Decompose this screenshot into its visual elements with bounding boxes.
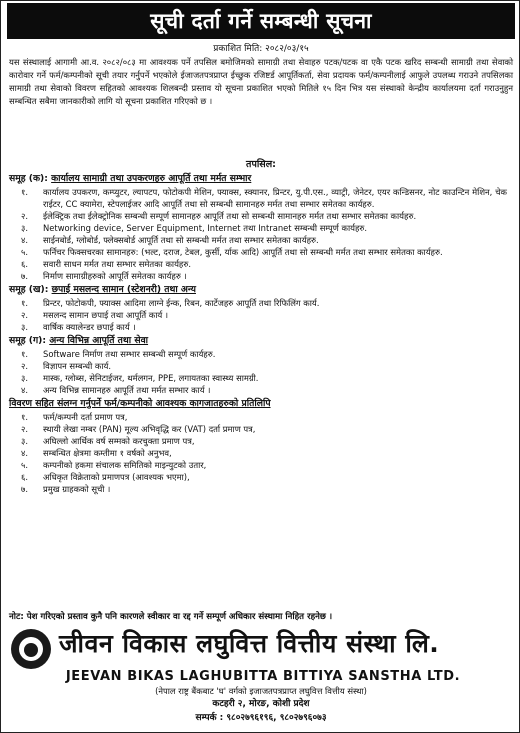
list-item — [9, 360, 513, 372]
intro-paragraph: यस संस्थालाई आगामी आ.व. २०८२/०८३ मा आवश्यक पर्ने तपसिल बमोजिमको सामाग्री तथा सेवाहरु पटक/पटक वा एकै पटक खरिद सम्बन्धी सामाग्री तथा सेवाको कारोवार गर्ने फर्म/कम्पनीको सूची तयार गर्नुपर्ने भएकोले ईजाजतपत्रप्राप्त ईच्छुक रजिष्टर्ड आपूर्तिकर्ता, सेवा प्रदायक फर्म/कम्पनीलाई आफुले उपलब्ध गराउने तपसिलका सामाग्री तथा सेवाको विवरण सहितको आवश्यक शिलबन्दी प्रस्ताव यो सूचना प्रकाशित भएको मितिले १५ दिन भित्र यस संस्थाको केन्द्रीय कार्यालयमा दर्ता गराउनुहुन सम्बन्धित सबैमा जानकारीको लागि यो सूचना प्रकाशित गरिएको छ । — [9, 57, 513, 106]
item-number: २. — [21, 361, 29, 371]
list-item — [9, 348, 513, 360]
item-number: ७. — [21, 484, 29, 494]
item-number: १. — [21, 298, 29, 308]
item-text: अधिकृत विक्रेताको प्रमाणपत्र (आवश्यक भएमा), — [43, 472, 190, 482]
item-text: सवारी साधन मर्मत तथा सम्भार समेतका कार्यहरु. — [43, 259, 192, 269]
group-ga — [9, 335, 513, 396]
group-heading — [9, 335, 513, 347]
organization-address: कटहरी २, मोरङ, कोशी प्रदेश — [212, 699, 310, 709]
item-number: १. — [21, 187, 29, 197]
group-ka — [9, 173, 513, 282]
group-kha — [9, 284, 513, 333]
item-text: फर्म/कम्पनी दर्ता प्रमाण पत्र, — [43, 412, 128, 422]
item-number: ५. — [21, 247, 29, 257]
item-text: अघिल्लो आर्थिक वर्ष सम्मको करचुक्ता प्रमाण पत्र, — [43, 436, 195, 446]
logo-emblem — [24, 643, 38, 657]
organization-logo — [11, 629, 51, 669]
note-text: नोट: पेश गरिएको प्रस्ताव कुनै पनि कारणले स्वीकार वा रद्द गर्ने सम्पूर्ण अधिकार संस्थामा निहित रहनेछ । — [9, 612, 333, 622]
item-text: कम्पनीको हकमा संचालक समितिको माइन्युटको उतार, — [43, 460, 207, 470]
item-number: १. — [21, 412, 29, 422]
group-label: समूह (क): — [9, 173, 48, 184]
list-item — [9, 234, 513, 246]
item-number: ४. — [21, 235, 29, 245]
details-body — [9, 171, 513, 495]
item-text: ईलेक्ट्रिक तथा ईलेक्ट्रोनिक सम्बन्धी सम्पूर्ण सामानहरु आपूर्ति तथा सो सम्बन्धी सामानहरु मर्मत तथा सम्भार समेतका कार्यहरु. — [43, 211, 417, 221]
item-text: अन्य विभिन्न सामानहरु आपूर्ति तथा मर्मत सम्भार कार्य । — [43, 385, 211, 395]
list-item — [9, 384, 513, 396]
item-text: Networking device, Server Equipment, Internet तथा Intranet सम्बन्धी सम्पूर्ण कार्यहरु. — [43, 223, 368, 233]
item-text: फर्निचर फिक्सचरका सामानहरु: (भल्ट, दराज, टेबल, कुर्सी, र्याक आदि) आपूर्ति तथा सो सम्बन्धी मर्मत तथा सम्भार समेतका कार्यहरु. — [43, 247, 443, 257]
item-number: २. — [21, 424, 29, 434]
item-number: ४. — [21, 385, 29, 395]
item-number: ६. — [21, 472, 29, 482]
item-text: मसलन्द सामान छपाई तथा आपूर्ति कार्य । — [43, 310, 169, 320]
list-item — [9, 270, 513, 282]
item-number: २. — [21, 211, 29, 221]
item-text: मास्क, ग्लोब्स, सेनिटाईजर, थर्मलगन, PPE, लगायतका स्वास्थ्य सामग्री. — [43, 373, 259, 383]
list-item — [9, 222, 513, 234]
item-number: ५. — [21, 460, 29, 470]
item-text: वार्षिक क्यालेन्डर छपाई कार्य । — [43, 322, 136, 332]
item-number: ४. — [21, 448, 29, 458]
item-number: १. — [21, 349, 29, 359]
item-number: ३. — [21, 223, 29, 233]
list-item — [9, 309, 513, 321]
list-item — [9, 459, 513, 471]
item-text: निर्माण सामाग्रीहरुको आपूर्ति समेतका कार्यहरु । — [43, 271, 187, 281]
list-item — [9, 483, 513, 495]
item-text: कार्यालय उपकरण, कम्प्युटर, ल्यापटप, फोटोकपी मेशिन, फ्याक्स, स्क्यानर, प्रिन्टर, यु.पी.एस., व्याट्री, जेनेटर, एयर कन्डिसनर, नोट काउन्टिन मेशिन, चेक राईटर, CC क्यामेरा, स्टेपलाईजर आदि आपूर्ति तथा सो सम्बन्धी सामानहरु मर्मत तथा सम्भार समेतका कार्यहरु. — [43, 187, 507, 209]
list-item — [9, 297, 513, 309]
item-text: प्रमुख ग्राहकको सूची । — [43, 484, 111, 494]
group-title: अन्य विभिन्न आपूर्ति तथा सेवा — [49, 335, 149, 346]
list-item — [9, 372, 513, 384]
item-number: ३. — [21, 436, 29, 446]
list-item — [9, 210, 513, 222]
group-heading — [9, 398, 513, 410]
organization-name-nepali: जीवन विकास लघुवित्त वित्तीय संस्था लि. — [59, 629, 440, 658]
item-number: २. — [21, 310, 29, 320]
details-heading: तपसिल: — [246, 159, 276, 170]
group-heading — [9, 173, 513, 185]
list-item — [9, 471, 513, 483]
list-item — [9, 411, 513, 423]
group-heading — [9, 284, 513, 296]
item-text: विज्ञापन सम्बन्धी कार्य. — [43, 361, 112, 371]
list-item — [9, 435, 513, 447]
item-text: स्थायी लेखा नम्बर (PAN) मूल्य अभिवृद्धि कर (VAT) दर्ता प्रमाण पत्र, — [43, 424, 256, 434]
group-title: विवरण सहित संलग्न गर्नुपर्ने फर्म/कम्पनीको आवश्यक कागजातहरुको प्रतिलिपि — [9, 398, 271, 409]
item-number: ७. — [21, 271, 29, 281]
organization-subtitle: (नेपाल राष्ट्र बैंकबाट 'घ' वर्गको इजाजतपत्रप्राप्त लघुवित्त वित्तीय संस्था) — [155, 686, 367, 696]
list-item — [9, 321, 513, 333]
group-label: समूह (ग): — [9, 335, 47, 346]
list-item — [9, 423, 513, 435]
group-title: कार्यालय सामाग्री तथा उपकरणहरु आपूर्ति तथा मर्मत सम्भार — [51, 173, 252, 184]
notice-banner — [7, 3, 515, 39]
published-date: प्रकाशित मिति: २०८२/०३/१५ — [213, 44, 309, 54]
item-number: ३. — [21, 322, 29, 332]
item-text: प्रिन्टर, फोटोकपी, फ्याक्स आदिमा लाग्ने ईन्क, रिबन, कार्टेजहरु आपूर्ति तथा रिफिलिंग कार्य. — [43, 298, 320, 308]
group-label: समूह (ख): — [9, 284, 49, 295]
item-text: साईनबोर्ड, ग्लोबोर्ड, फ्लेक्सबोर्ड आपूर्ति तथा सो सम्बन्धी मर्मत तथा सम्भार समेतका कार्यहरु. — [43, 235, 319, 245]
item-number: ६. — [21, 259, 29, 269]
list-item — [9, 447, 513, 459]
footer — [7, 625, 515, 729]
organization-name-english: JEEVAN BIKAS LAGHUBITTA BITTIYA SANSTHA LTD. — [65, 669, 461, 684]
item-text: सम्बन्धित क्षेत्रमा कम्तीमा १ वर्षको अनुभव, — [43, 448, 172, 458]
item-text: Software निर्माण तथा सम्भार सम्बन्धी सम्पूर्ण कार्यहरु. — [43, 349, 216, 359]
list-item — [9, 186, 513, 210]
list-item — [9, 258, 513, 270]
required-documents — [9, 398, 513, 495]
list-item — [9, 246, 513, 258]
item-number: ३. — [21, 373, 29, 383]
group-title: छपाई मसलन्द सामान (स्टेशनरी) तथा अन्य — [51, 284, 196, 295]
notice-title: सूची दर्ता गर्ने सम्बन्धी सूचना — [150, 9, 372, 33]
organization-contact: सम्पर्क : ९८०२७९६१९६, ९८०२७९६०७३ — [195, 713, 327, 723]
